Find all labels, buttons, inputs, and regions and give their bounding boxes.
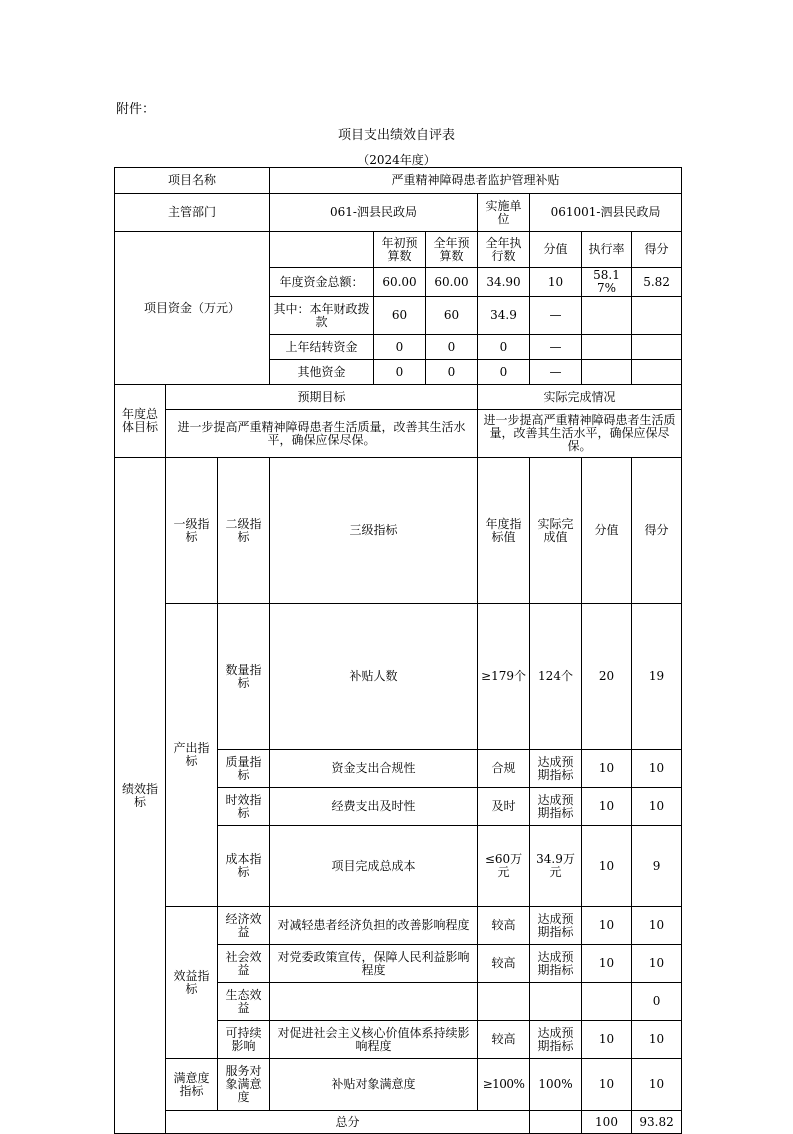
funds-cell: 60.00 xyxy=(374,268,426,297)
indicator-weight: 10 xyxy=(582,1021,632,1059)
total-blank xyxy=(530,1111,582,1134)
performance-indicators-label: 绩效指标 xyxy=(115,458,166,1134)
implementing-unit-label: 实施单位 xyxy=(478,194,530,232)
indicator-score: 10 xyxy=(632,750,682,788)
funds-cell: 34.9 xyxy=(478,297,530,335)
indicator-level2: 社会效益 xyxy=(218,945,270,983)
indicator-row xyxy=(115,604,682,750)
indicator-weight: 10 xyxy=(582,1059,632,1111)
indicator-row xyxy=(115,907,682,945)
actual-result-text: 进一步提高严重精神障碍患者生活质量，改善其生活水平，确保应保尽保。 xyxy=(478,410,682,458)
indicator-actual: 达成预期指标 xyxy=(530,788,582,826)
total-score: 93.82 xyxy=(632,1111,682,1134)
header-level3: 三级指标 xyxy=(270,458,478,604)
benefit-indicators-label: 效益指标 xyxy=(166,907,218,1059)
indicator-level3: 对促进社会主义核心价值体系持续影响程度 xyxy=(270,1021,478,1059)
funds-cell: — xyxy=(530,335,582,360)
header-weight: 分值 xyxy=(582,458,632,604)
indicator-level2: 生态效益 xyxy=(218,983,270,1021)
annual-goal-label: 年度总体目标 xyxy=(115,385,166,458)
funds-cell: 0 xyxy=(374,335,426,360)
department-value: 061-泗县民政局 xyxy=(270,194,478,232)
indicator-target: ≥100% xyxy=(478,1059,530,1111)
project-name-row xyxy=(115,168,682,194)
indicator-actual xyxy=(530,983,582,1021)
indicator-score: 10 xyxy=(632,945,682,983)
funds-cell: 5.82 xyxy=(632,268,682,297)
funds-cell: — xyxy=(530,297,582,335)
output-indicators-label: 产出指标 xyxy=(166,604,218,907)
indicator-actual: 34.9万元 xyxy=(530,826,582,907)
funds-cell xyxy=(582,297,632,335)
indicator-score: 10 xyxy=(632,1021,682,1059)
indicator-level3: 对减轻患者经济负担的改善影响程度 xyxy=(270,907,478,945)
indicator-level2: 时效指标 xyxy=(218,788,270,826)
satisfaction-indicators-label: 满意度指标 xyxy=(166,1059,218,1111)
department-row xyxy=(115,194,682,232)
funds-cell xyxy=(582,335,632,360)
indicator-level2: 质量指标 xyxy=(218,750,270,788)
indicator-score: 0 xyxy=(632,983,682,1021)
indicator-score: 9 xyxy=(632,826,682,907)
implementing-unit-value: 061001-泗县民政局 xyxy=(530,194,682,232)
total-label: 总分 xyxy=(166,1111,530,1134)
funds-cell: 0 xyxy=(478,360,530,385)
indicator-target xyxy=(478,983,530,1021)
header-level2: 二级指标 xyxy=(218,458,270,604)
funds-cell: 60.00 xyxy=(426,268,478,297)
actual-result-header: 实际完成情况 xyxy=(478,385,682,410)
project-name-value: 严重精神障碍患者监护管理补贴 xyxy=(270,168,682,194)
funds-label: 项目资金（万元） xyxy=(115,232,270,385)
project-name-label: 项目名称 xyxy=(115,168,270,194)
indicator-actual: 达成预期指标 xyxy=(530,907,582,945)
funds-row-label: 上年结转资金 xyxy=(270,335,374,360)
funds-header-executed: 全年执行数 xyxy=(478,232,530,268)
indicator-score: 19 xyxy=(632,604,682,750)
indicator-score: 10 xyxy=(632,1059,682,1111)
indicator-level2: 服务对象满意度 xyxy=(218,1059,270,1111)
funds-cell xyxy=(582,360,632,385)
header-annual-target: 年度指标值 xyxy=(478,458,530,604)
indicator-level3: 资金支出合规性 xyxy=(270,750,478,788)
header-level1: 一级指标 xyxy=(166,458,218,604)
header-actual-value: 实际完成值 xyxy=(530,458,582,604)
funds-cell: 0 xyxy=(426,335,478,360)
attachment-label: 附件： xyxy=(116,102,156,117)
page-title: 项目支出绩效自评表 xyxy=(337,128,455,143)
funds-cell: 60 xyxy=(426,297,478,335)
indicator-score: 10 xyxy=(632,907,682,945)
total-weight: 100 xyxy=(582,1111,632,1134)
funds-cell xyxy=(632,297,682,335)
funds-header-initial-budget: 年初预算数 xyxy=(374,232,426,268)
funds-cell xyxy=(632,360,682,385)
indicator-level3: 补贴人数 xyxy=(270,604,478,750)
funds-cell: — xyxy=(530,360,582,385)
indicator-weight xyxy=(582,983,632,1021)
indicator-target: ≤60万元 xyxy=(478,826,530,907)
funds-cell xyxy=(632,335,682,360)
funds-header-weight: 分值 xyxy=(530,232,582,268)
total-row xyxy=(115,1111,682,1134)
indicator-actual: 达成预期指标 xyxy=(530,1021,582,1059)
funds-cell: 0 xyxy=(426,360,478,385)
indicator-row xyxy=(115,1059,682,1111)
indicator-target: 较高 xyxy=(478,907,530,945)
indicator-target: 较高 xyxy=(478,1021,530,1059)
indicator-weight: 10 xyxy=(582,907,632,945)
indicator-level3: 项目完成总成本 xyxy=(270,826,478,907)
funds-cell: 0 xyxy=(478,335,530,360)
funds-cell: 0 xyxy=(374,360,426,385)
indicator-target: 较高 xyxy=(478,945,530,983)
indicator-weight: 10 xyxy=(582,788,632,826)
indicator-target: ≥179个 xyxy=(478,604,530,750)
funds-cell: 34.90 xyxy=(478,268,530,297)
indicator-weight: 10 xyxy=(582,826,632,907)
expected-goal-header: 预期目标 xyxy=(166,385,478,410)
funds-cell: 58.17% xyxy=(582,268,632,297)
indicator-level3: 经费支出及时性 xyxy=(270,788,478,826)
funds-cell: 60 xyxy=(374,297,426,335)
indicator-level2: 经济效益 xyxy=(218,907,270,945)
indicator-level2: 成本指标 xyxy=(218,826,270,907)
funds-row-label: 年度资金总额： xyxy=(270,268,374,297)
indicator-level2: 可持续影响 xyxy=(218,1021,270,1059)
indicator-actual: 124个 xyxy=(530,604,582,750)
indicator-actual: 100% xyxy=(530,1059,582,1111)
indicator-score: 10 xyxy=(632,788,682,826)
indicator-weight: 10 xyxy=(582,945,632,983)
indicator-actual: 达成预期指标 xyxy=(530,750,582,788)
indicator-level3 xyxy=(270,983,478,1021)
indicator-actual: 达成预期指标 xyxy=(530,945,582,983)
indicator-level3: 对党委政策宣传，保障人民利益影响程度 xyxy=(270,945,478,983)
indicator-weight: 10 xyxy=(582,750,632,788)
department-label: 主管部门 xyxy=(115,194,270,232)
indicator-target: 合规 xyxy=(478,750,530,788)
indicator-target: 及时 xyxy=(478,788,530,826)
header-score: 得分 xyxy=(632,458,682,604)
goals-header-row xyxy=(115,385,682,410)
funds-cell: 10 xyxy=(530,268,582,297)
funds-header-score: 得分 xyxy=(632,232,682,268)
funds-row-label: 其中：本年财政拨款 xyxy=(270,297,374,335)
funds-header-row xyxy=(115,232,682,268)
report-year: （2024年度） xyxy=(357,153,436,167)
goals-text-row xyxy=(115,410,682,458)
funds-header-blank xyxy=(270,232,374,268)
funds-header-execution-rate: 执行率 xyxy=(582,232,632,268)
funds-row-label: 其他资金 xyxy=(270,360,374,385)
indicator-level3: 补贴对象满意度 xyxy=(270,1059,478,1111)
indicator-weight: 20 xyxy=(582,604,632,750)
expected-goal-text: 进一步提高严重精神障碍患者生活质量，改善其生活水平，确保应保尽保。 xyxy=(166,410,478,458)
indicators-header-row xyxy=(115,458,682,604)
indicator-level2: 数量指标 xyxy=(218,604,270,750)
funds-header-annual-budget: 全年预算数 xyxy=(426,232,478,268)
self-evaluation-table xyxy=(114,167,682,1134)
